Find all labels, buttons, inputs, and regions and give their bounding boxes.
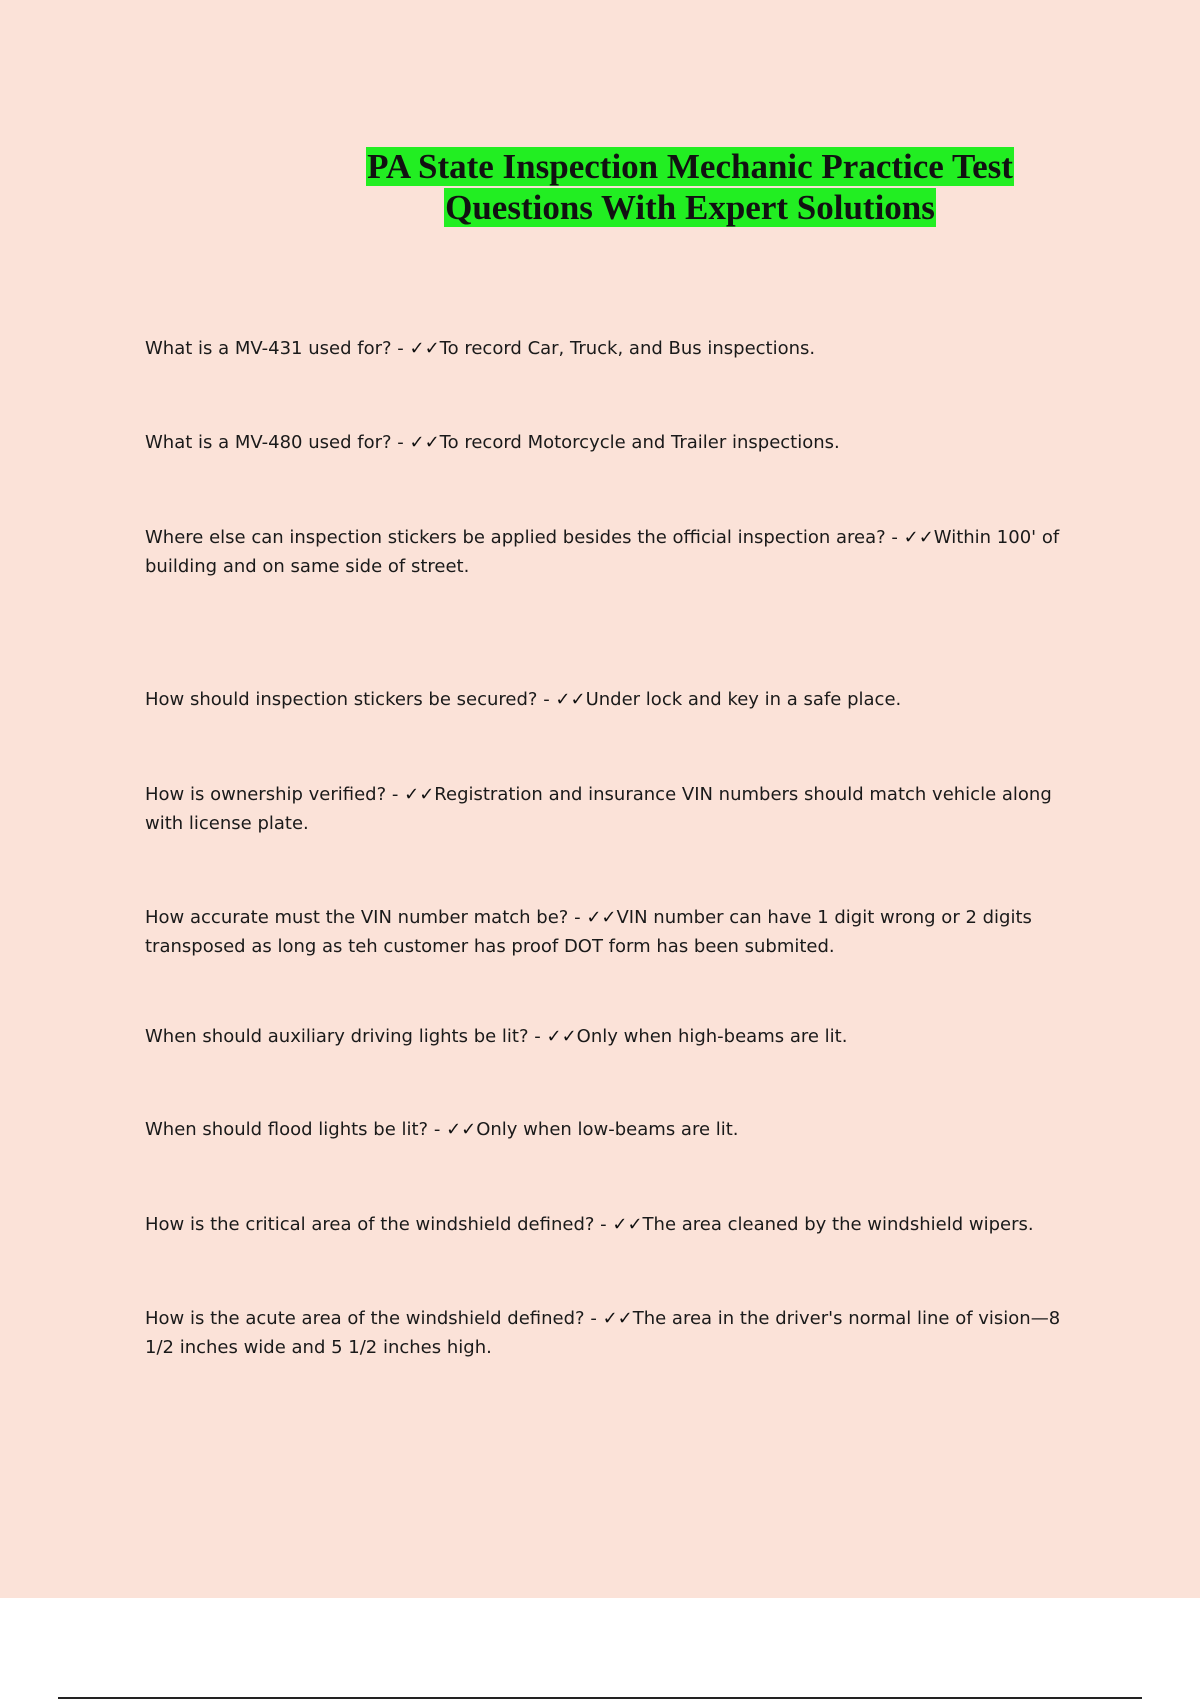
check-marks-icon: ✓✓ (446, 1119, 477, 1140)
document-title (150, 146, 1200, 228)
question-text: How should inspection stickers be secured? (145, 689, 538, 710)
qa-item-10 (145, 1304, 1065, 1362)
title-line-2: Questions With Expert Solutions (445, 188, 935, 227)
separator: - (594, 1214, 613, 1235)
qa-item-2 (145, 428, 1065, 457)
qa-item-5 (145, 780, 1065, 838)
answer-text: Within 100' of building and on same side of street. (145, 527, 1060, 577)
separator: - (568, 907, 587, 928)
answer-text: Registration and insurance VIN numbers should match vehicle along with license plate. (145, 784, 1052, 834)
question-text: How is ownership verified? (145, 784, 387, 805)
qa-item-4 (145, 685, 1065, 714)
qa-item-7 (145, 1022, 1065, 1051)
check-marks-icon: ✓✓ (612, 1214, 643, 1235)
answer-text: Under lock and key in a safe place. (585, 689, 902, 710)
answer-text: To record Motorcycle and Trailer inspections. (439, 432, 840, 453)
question-text: When should auxiliary driving lights be lit? (145, 1026, 529, 1047)
answer-text: Only when low-beams are lit. (476, 1119, 739, 1140)
qa-item-9 (145, 1210, 1065, 1239)
separator: - (386, 784, 405, 805)
question-text: What is a MV-431 used for? (145, 338, 392, 359)
question-text: How is the critical area of the windshield defined? (145, 1214, 595, 1235)
check-marks-icon: ✓✓ (602, 1308, 633, 1329)
check-marks-icon: ✓✓ (903, 527, 934, 548)
question-text: How is the acute area of the windshield defined? (145, 1308, 585, 1329)
qa-item-6 (145, 903, 1065, 961)
check-marks-icon: ✓✓ (546, 1026, 577, 1047)
separator: - (428, 1119, 447, 1140)
qa-item-8 (145, 1115, 1065, 1144)
separator: - (885, 527, 904, 548)
question-text: When should flood lights be lit? (145, 1119, 429, 1140)
check-marks-icon: ✓✓ (586, 907, 617, 928)
title-line-1: PA State Inspection Mechanic Practice Test (367, 147, 1013, 186)
question-text: What is a MV-480 used for? (145, 432, 392, 453)
answer-text: To record Car, Truck, and Bus inspections. (439, 338, 816, 359)
qa-item-3 (145, 523, 1065, 581)
answer-text: VIN number can have 1 digit wrong or 2 digits transposed as long as teh customer has proof DOT form has been submited. (145, 907, 1032, 957)
check-marks-icon: ✓✓ (409, 338, 440, 359)
question-text: Where else can inspection stickers be applied besides the official inspection area? (145, 527, 886, 548)
check-marks-icon: ✓✓ (409, 432, 440, 453)
separator: - (391, 432, 410, 453)
answer-text: The area in the driver's normal line of vision—8 1/2 inches wide and 5 1/2 inches high. (145, 1308, 1061, 1358)
footer-divider (58, 1697, 1142, 1699)
separator: - (528, 1026, 547, 1047)
answer-text: The area cleaned by the windshield wipers. (642, 1214, 1034, 1235)
check-marks-icon: ✓✓ (555, 689, 586, 710)
check-marks-icon: ✓✓ (404, 784, 435, 805)
question-text: How accurate must the VIN number match be? (145, 907, 569, 928)
separator: - (537, 689, 556, 710)
separator: - (391, 338, 410, 359)
answer-text: Only when high-beams are lit. (576, 1026, 848, 1047)
separator: - (584, 1308, 603, 1329)
qa-item-1 (145, 334, 1065, 363)
